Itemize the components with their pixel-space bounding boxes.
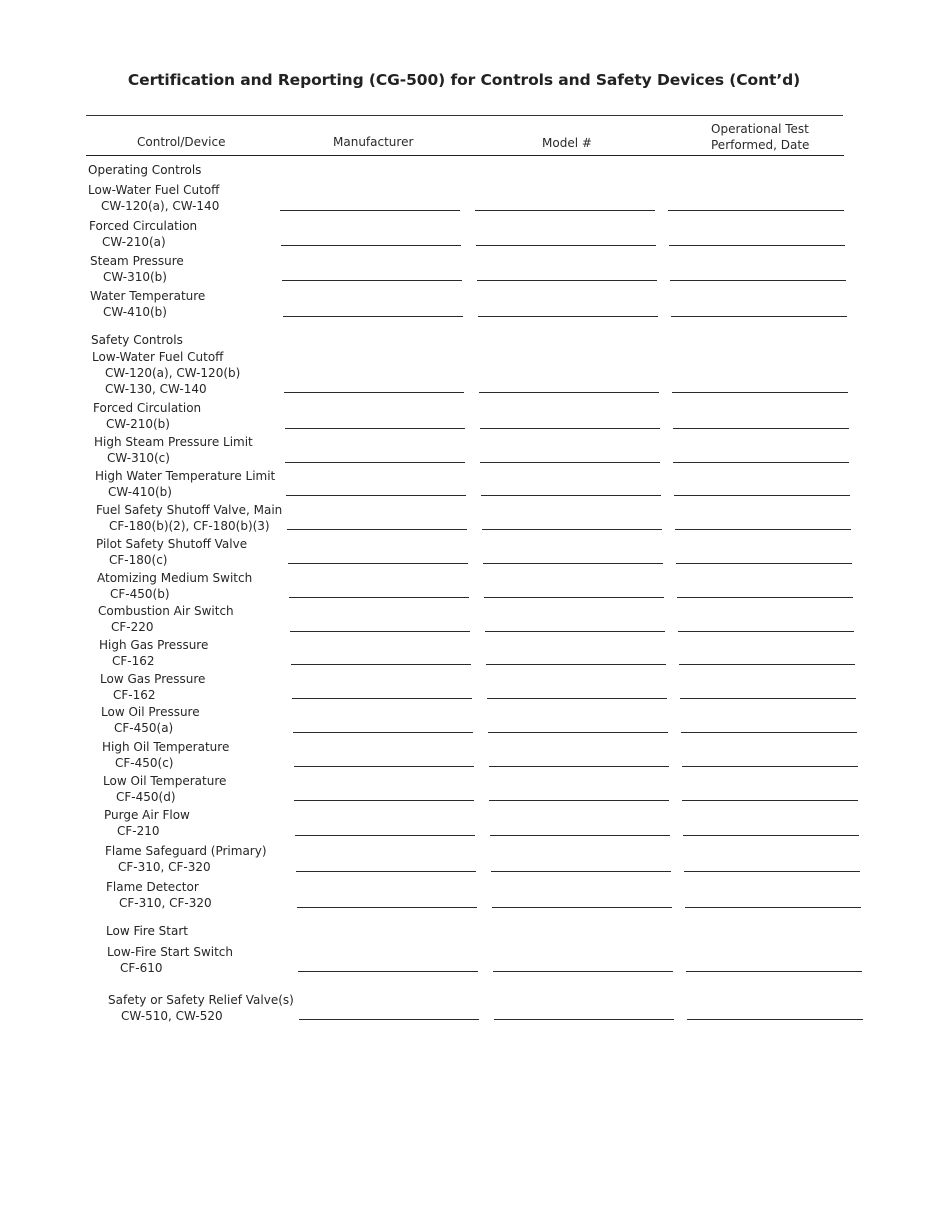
operational-test-date-field[interactable] bbox=[683, 835, 859, 836]
operational-test-date-field[interactable] bbox=[680, 698, 856, 699]
manufacturer-field[interactable] bbox=[293, 732, 473, 733]
control-device-label bbox=[108, 992, 294, 1024]
operational-test-date-field[interactable] bbox=[676, 563, 852, 564]
control-device-label bbox=[92, 349, 240, 397]
control-device-code: CF-162 bbox=[113, 688, 156, 702]
control-device-name: Safety or Safety Relief Valve(s) bbox=[108, 993, 294, 1007]
control-device-name: Flame Detector bbox=[106, 880, 199, 894]
control-device-label bbox=[101, 704, 200, 736]
operational-test-date-field[interactable] bbox=[678, 631, 854, 632]
section-heading-low-fire: Low Fire Start bbox=[106, 924, 188, 938]
column-header-operational-test-line2: Performed, Date bbox=[711, 138, 810, 152]
control-device-label bbox=[96, 502, 282, 534]
section-heading-operating: Operating Controls bbox=[88, 163, 202, 177]
operational-test-date-field[interactable] bbox=[673, 462, 849, 463]
model-field[interactable] bbox=[477, 280, 657, 281]
model-field[interactable] bbox=[490, 835, 670, 836]
control-device-code: CW-510, CW-520 bbox=[121, 1009, 223, 1023]
model-field[interactable] bbox=[488, 732, 668, 733]
manufacturer-field[interactable] bbox=[287, 529, 467, 530]
control-device-name: Forced Circulation bbox=[89, 219, 198, 233]
control-device-name: Low Gas Pressure bbox=[100, 672, 206, 686]
control-device-label bbox=[99, 637, 208, 669]
manufacturer-field[interactable] bbox=[289, 597, 469, 598]
control-device-code: CF-210 bbox=[117, 824, 160, 838]
manufacturer-field[interactable] bbox=[299, 1019, 479, 1020]
model-field[interactable] bbox=[475, 210, 655, 211]
control-device-code: CF-450(c) bbox=[115, 756, 174, 770]
manufacturer-field[interactable] bbox=[296, 871, 476, 872]
operational-test-date-field[interactable] bbox=[671, 316, 847, 317]
model-field[interactable] bbox=[486, 664, 666, 665]
control-device-name: Fuel Safety Shutoff Valve, Main bbox=[96, 503, 283, 517]
control-device-label bbox=[98, 603, 234, 635]
manufacturer-field[interactable] bbox=[294, 800, 474, 801]
column-header-model: Model # bbox=[542, 136, 592, 150]
column-header-operational-test-line1: Operational Test bbox=[711, 122, 809, 136]
control-device-label bbox=[94, 434, 253, 466]
model-field[interactable] bbox=[491, 871, 671, 872]
operational-test-date-field[interactable] bbox=[682, 766, 858, 767]
manufacturer-field[interactable] bbox=[298, 971, 478, 972]
control-device-code: CF-450(d) bbox=[116, 790, 176, 804]
control-device-label bbox=[106, 879, 212, 911]
control-device-label bbox=[102, 739, 229, 771]
control-device-code: CF-180(c) bbox=[109, 553, 168, 567]
control-device-code: CW-410(b) bbox=[108, 485, 172, 499]
control-device-code: CF-310, CF-320 bbox=[118, 860, 211, 874]
operational-test-date-field[interactable] bbox=[669, 245, 845, 246]
model-field[interactable] bbox=[480, 428, 660, 429]
manufacturer-field[interactable] bbox=[283, 316, 463, 317]
model-field[interactable] bbox=[484, 597, 664, 598]
model-field[interactable] bbox=[476, 245, 656, 246]
model-field[interactable] bbox=[489, 766, 669, 767]
control-device-code: CF-610 bbox=[120, 961, 163, 975]
model-field[interactable] bbox=[493, 971, 673, 972]
control-device-code: CW-210(a) bbox=[102, 235, 166, 249]
control-device-label bbox=[90, 253, 184, 285]
control-device-code: CF-220 bbox=[111, 620, 154, 634]
operational-test-date-field[interactable] bbox=[672, 392, 848, 393]
operational-test-date-field[interactable] bbox=[670, 280, 846, 281]
control-device-code: CF-180(b)(2), CF-180(b)(3) bbox=[109, 519, 270, 533]
model-field[interactable] bbox=[483, 563, 663, 564]
manufacturer-field[interactable] bbox=[286, 495, 466, 496]
control-device-code: CW-310(c) bbox=[107, 451, 170, 465]
operational-test-date-field[interactable] bbox=[679, 664, 855, 665]
column-header-operational-test bbox=[711, 121, 841, 153]
control-device-code: CW-130, CW-140 bbox=[105, 382, 207, 396]
control-device-code: CF-450(b) bbox=[110, 587, 170, 601]
model-field[interactable] bbox=[487, 698, 667, 699]
manufacturer-field[interactable] bbox=[282, 280, 462, 281]
operational-test-date-field[interactable] bbox=[686, 971, 862, 972]
control-device-name: Purge Air Flow bbox=[104, 808, 190, 822]
control-device-name: High Steam Pressure Limit bbox=[94, 435, 253, 449]
control-device-label bbox=[100, 671, 205, 703]
control-device-name: Water Temperature bbox=[90, 289, 206, 303]
model-field[interactable] bbox=[494, 1019, 674, 1020]
control-device-label bbox=[93, 400, 201, 432]
control-device-code: CF-162 bbox=[112, 654, 155, 668]
control-device-label bbox=[89, 218, 197, 250]
model-field[interactable] bbox=[482, 529, 662, 530]
page-title: Certification and Reporting (CG-500) for Controls and Safety Devices (Cont’d) bbox=[127, 71, 801, 89]
control-device-name: Low-Fire Start Switch bbox=[107, 945, 233, 959]
manufacturer-field[interactable] bbox=[294, 766, 474, 767]
control-device-label bbox=[90, 288, 205, 320]
section-heading-safety: Safety Controls bbox=[91, 333, 183, 347]
control-device-label bbox=[97, 570, 252, 602]
control-device-code: CF-450(a) bbox=[114, 721, 174, 735]
control-device-name: Low Oil Pressure bbox=[101, 705, 200, 719]
control-device-name: Low Oil Temperature bbox=[103, 774, 227, 788]
operational-test-date-field[interactable] bbox=[687, 1019, 863, 1020]
control-device-name: Low-Water Fuel Cutoff bbox=[92, 350, 224, 364]
operational-test-date-field[interactable] bbox=[668, 210, 844, 211]
control-device-code: CW-210(b) bbox=[106, 417, 170, 431]
model-field[interactable] bbox=[478, 316, 658, 317]
manufacturer-field[interactable] bbox=[288, 563, 468, 564]
control-device-label bbox=[105, 843, 267, 875]
control-device-label bbox=[107, 944, 233, 976]
manufacturer-field[interactable] bbox=[290, 631, 470, 632]
model-field[interactable] bbox=[479, 392, 659, 393]
manufacturer-field[interactable] bbox=[291, 664, 471, 665]
control-device-name: Flame Safeguard (Primary) bbox=[105, 844, 267, 858]
operational-test-date-field[interactable] bbox=[682, 800, 858, 801]
header-rule bbox=[86, 155, 844, 156]
control-device-code: CW-410(b) bbox=[103, 305, 167, 319]
model-field[interactable] bbox=[480, 462, 660, 463]
operational-test-date-field[interactable] bbox=[681, 732, 857, 733]
control-device-name: Pilot Safety Shutoff Valve bbox=[96, 537, 248, 551]
control-device-name: Combustion Air Switch bbox=[98, 604, 234, 618]
top-rule bbox=[86, 115, 843, 116]
control-device-code: CW-120(a), CW-120(b) bbox=[105, 366, 241, 380]
control-device-label bbox=[88, 182, 219, 214]
control-device-code: CW-120(a), CW-140 bbox=[101, 199, 220, 213]
control-device-label bbox=[104, 807, 190, 839]
operational-test-date-field[interactable] bbox=[675, 529, 851, 530]
control-device-name: Steam Pressure bbox=[90, 254, 184, 268]
model-field[interactable] bbox=[485, 631, 665, 632]
operational-test-date-field[interactable] bbox=[673, 428, 849, 429]
manufacturer-field[interactable] bbox=[295, 835, 475, 836]
control-device-name: Low-Water Fuel Cutoff bbox=[88, 183, 220, 197]
manufacturer-field[interactable] bbox=[284, 392, 464, 393]
control-device-name: High Oil Temperature bbox=[102, 740, 230, 754]
control-device-name: High Water Temperature Limit bbox=[95, 469, 276, 483]
control-device-label bbox=[103, 773, 226, 805]
control-device-code: CF-310, CF-320 bbox=[119, 896, 212, 910]
operational-test-date-field[interactable] bbox=[684, 871, 860, 872]
operational-test-date-field[interactable] bbox=[674, 495, 850, 496]
control-device-name: High Gas Pressure bbox=[99, 638, 209, 652]
operational-test-date-field[interactable] bbox=[677, 597, 853, 598]
control-device-name: Atomizing Medium Switch bbox=[97, 571, 253, 585]
manufacturer-field[interactable] bbox=[285, 462, 465, 463]
manufacturer-field[interactable] bbox=[292, 698, 472, 699]
control-device-label bbox=[95, 468, 275, 500]
control-device-code: CW-310(b) bbox=[103, 270, 167, 284]
operational-test-date-field[interactable] bbox=[685, 907, 861, 908]
manufacturer-field[interactable] bbox=[280, 210, 460, 211]
column-header-control: Control/Device bbox=[137, 135, 226, 149]
model-field[interactable] bbox=[481, 495, 661, 496]
control-device-label bbox=[96, 536, 247, 568]
manufacturer-field[interactable] bbox=[281, 245, 461, 246]
control-device-name: Forced Circulation bbox=[93, 401, 202, 415]
model-field[interactable] bbox=[489, 800, 669, 801]
manufacturer-field[interactable] bbox=[297, 907, 477, 908]
model-field[interactable] bbox=[492, 907, 672, 908]
manufacturer-field[interactable] bbox=[285, 428, 465, 429]
column-header-manufacturer: Manufacturer bbox=[333, 135, 414, 149]
